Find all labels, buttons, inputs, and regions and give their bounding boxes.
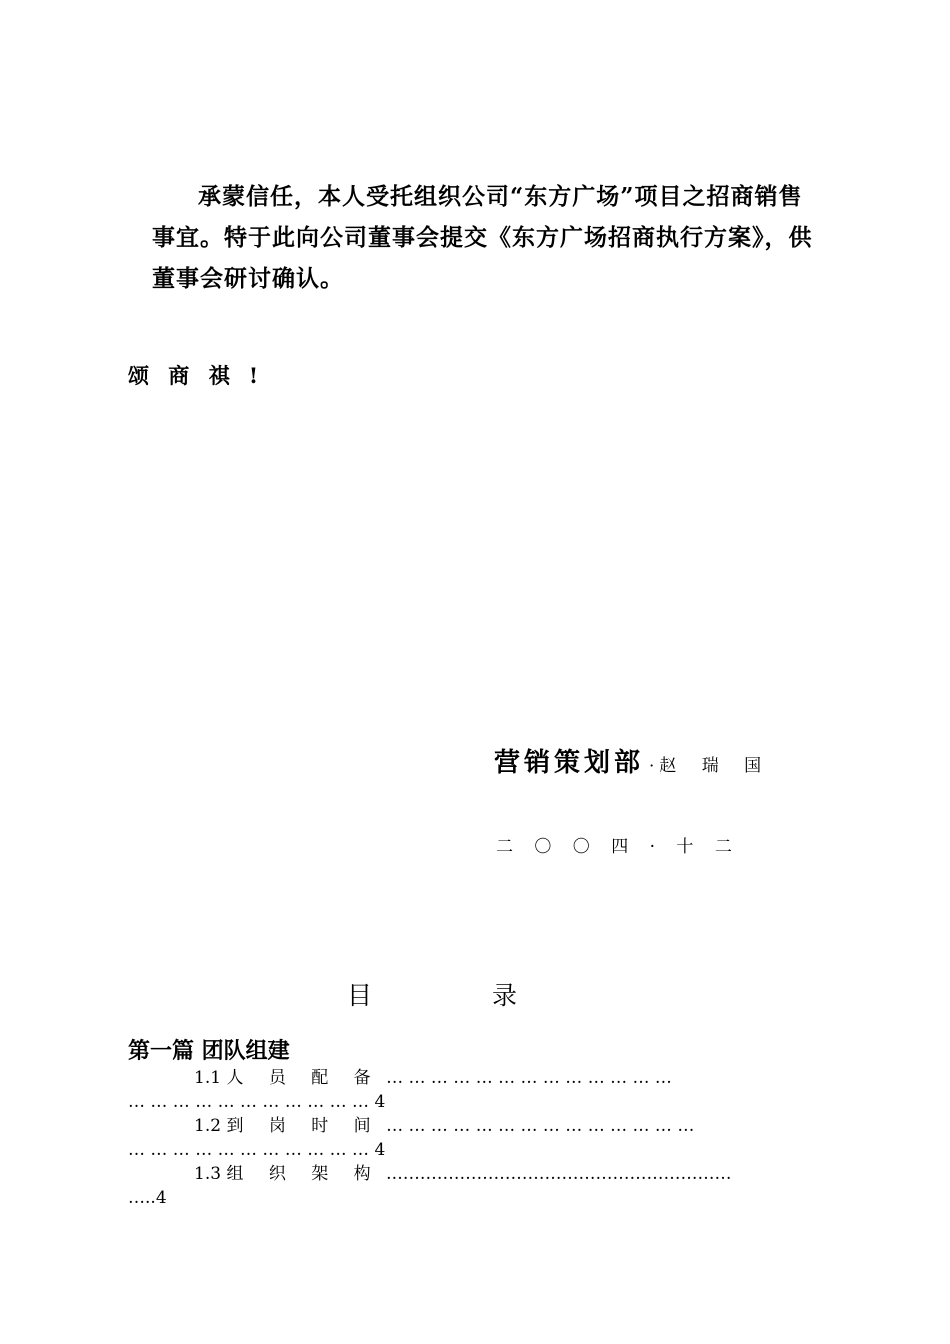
toc-part-title: 第一篇 团队组建 bbox=[128, 1038, 290, 1064]
toc-entry-number: 1.2 bbox=[194, 1116, 222, 1136]
toc-title: 目 录 bbox=[347, 981, 573, 1010]
document-date: 二 〇 〇 四 · 十 二 bbox=[496, 837, 740, 857]
toc-entry-number: 1.3 bbox=[194, 1164, 222, 1184]
toc-entry-page: 4 bbox=[374, 1092, 386, 1112]
toc-entry-number: 1.1 bbox=[194, 1068, 222, 1088]
salutation: 颂 商 祺 ! bbox=[128, 363, 265, 388]
toc-entry-leader: … … … … … … … … … … … bbox=[128, 1140, 370, 1160]
letter-line: 事宜。特于此向公司董事会提交《东方广场招商执行方案》，供 bbox=[152, 224, 813, 251]
toc-entry-page: 4 bbox=[155, 1188, 167, 1208]
toc-entry-leader: … … … … … … … … … … … … … … bbox=[386, 1116, 695, 1136]
table-of-contents bbox=[128, 1036, 828, 1210]
signature-separator: · bbox=[649, 756, 655, 775]
toc-entry[interactable] bbox=[128, 1114, 828, 1162]
toc-entry-leader: ….. bbox=[128, 1188, 156, 1208]
signature-block bbox=[494, 742, 771, 779]
signature-department: 营销策划部 bbox=[494, 748, 645, 778]
toc-entry-leader: … … … … … … … … … … … bbox=[128, 1092, 370, 1112]
toc-entry-leader: .…………………………………………………… bbox=[386, 1164, 732, 1184]
toc-entry-label: 到 岗 时 间 bbox=[226, 1116, 381, 1136]
toc-entry[interactable] bbox=[128, 1066, 828, 1114]
toc-entry-label: 人 员 配 备 bbox=[226, 1068, 381, 1088]
toc-entry-label: 组 织 架 构 bbox=[226, 1164, 381, 1184]
letter-paragraph bbox=[152, 176, 834, 299]
toc-entry-leader: … … … … … … … … … … … … … bbox=[386, 1068, 672, 1088]
toc-entry[interactable] bbox=[128, 1162, 828, 1210]
toc-entry-page: 4 bbox=[374, 1140, 386, 1160]
signature-name: 赵 瑞 国 bbox=[659, 756, 772, 776]
letter-line: 董事会研讨确认。 bbox=[152, 265, 344, 292]
letter-line: 承蒙信任，本人受托组织公司“东方广场”项目之招商销售 bbox=[198, 183, 803, 210]
